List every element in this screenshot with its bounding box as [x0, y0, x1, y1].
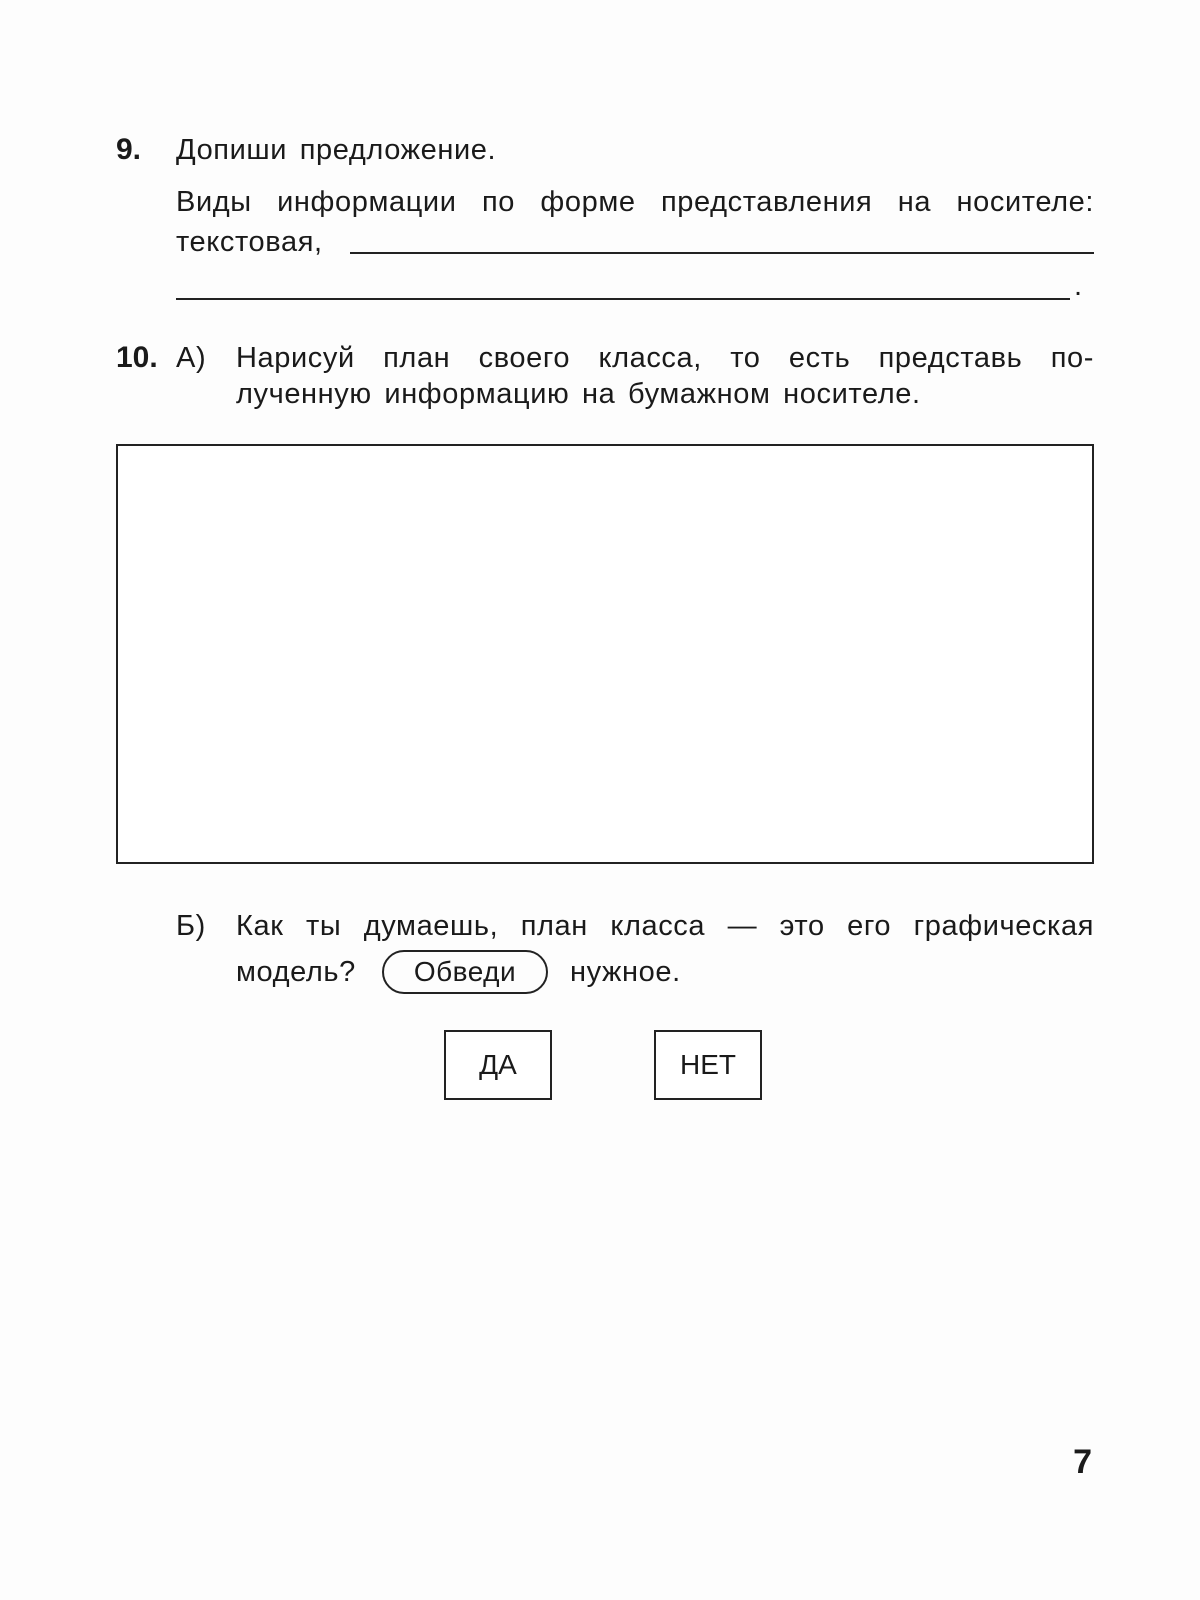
task-10-part-b-line1: Как ты думаешь, план класса — это его графическая: [236, 910, 1094, 942]
task-10-part-b-line2-start: модель?: [236, 956, 356, 988]
task-9-sentence-line1: Виды информации по форме представления на носителе:: [176, 186, 1094, 218]
task-10-part-a-label: А): [176, 342, 207, 374]
page-number: 7: [1073, 1443, 1092, 1481]
task-9-number: 9.: [116, 133, 142, 166]
task-9-sentence-start: текстовая,: [176, 226, 323, 258]
task-9-instruction: Допиши предложение.: [176, 134, 497, 166]
task-10-part-a-line1: Нарисуй план своего класса, то есть представь по-: [236, 342, 1094, 374]
task-10-part-b-line2-end: нужное.: [570, 956, 681, 988]
task-10-part-b-label: Б): [176, 910, 206, 942]
task-9-answer-line-2[interactable]: [176, 298, 1070, 300]
task-10-number: 10.: [116, 341, 158, 374]
circle-instruction-pill: Обведи: [382, 950, 548, 994]
classroom-plan-drawing-area[interactable]: [116, 444, 1094, 864]
task-10-part-a-line2: лученную информацию на бумажном носителе.: [236, 378, 921, 410]
task-9-answer-line-1[interactable]: [350, 252, 1094, 254]
answer-yes-box[interactable]: ДА: [444, 1030, 552, 1100]
answer-no-box[interactable]: НЕТ: [654, 1030, 762, 1100]
task-9-end-period: .: [1074, 270, 1083, 302]
